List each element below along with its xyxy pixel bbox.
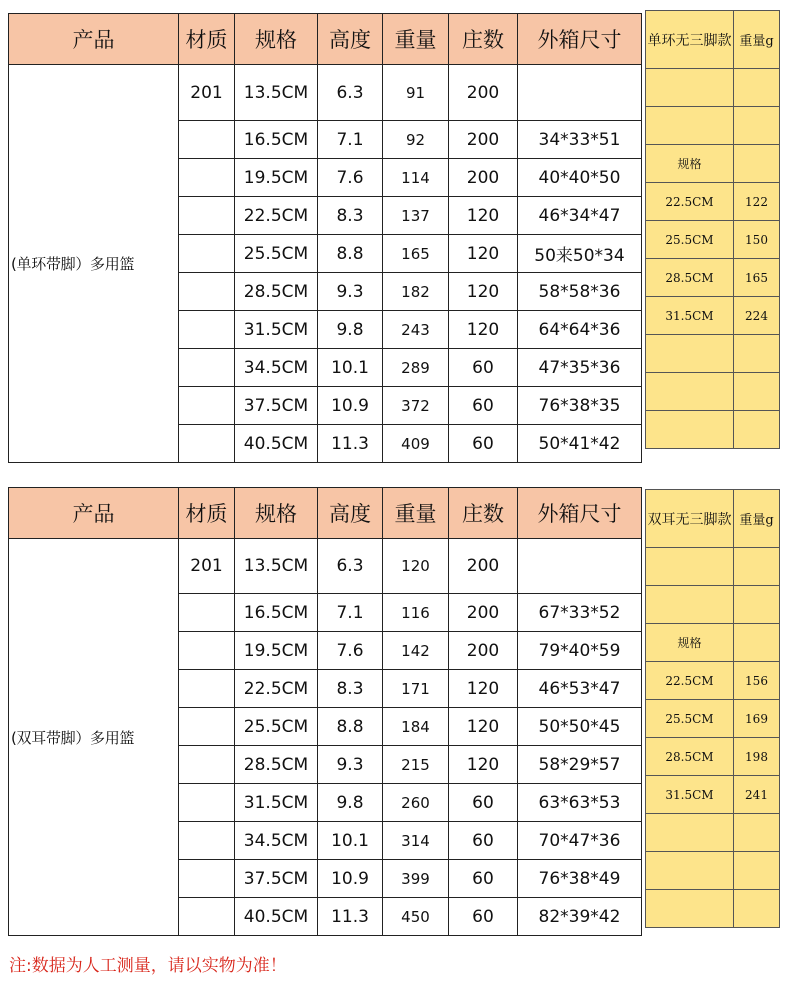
height-cell: 8.3 [318, 670, 383, 708]
side-header-style: 单环无三脚款 [646, 11, 734, 69]
side-row [646, 335, 780, 373]
box-size-cell: 64*64*36 [518, 311, 642, 349]
box-size-cell: 50*50*45 [518, 708, 642, 746]
box-size-cell: 58*58*36 [518, 273, 642, 311]
count-cell: 120 [449, 670, 518, 708]
header-box-size: 外箱尺寸 [518, 488, 642, 539]
side-table-single-ring-no-feet [645, 10, 780, 449]
weight-cell: 260 [383, 784, 449, 822]
header-count: 庄数 [449, 14, 518, 65]
height-cell: 8.8 [318, 708, 383, 746]
side-spec-cell: 28.5CM [646, 259, 734, 297]
count-cell: 120 [449, 273, 518, 311]
height-cell: 6.3 [318, 539, 383, 594]
side-weight-cell [734, 373, 780, 411]
height-cell: 9.8 [318, 784, 383, 822]
height-cell: 9.3 [318, 746, 383, 784]
side-weight-cell: 150 [734, 221, 780, 259]
side-row [646, 411, 780, 449]
side-spec-cell: 22.5CM [646, 183, 734, 221]
side-weight-cell [734, 586, 780, 624]
weight-cell: 399 [383, 860, 449, 898]
measurement-note: 注:数据为人工测量，请以实物为准！ [9, 956, 287, 976]
count-cell: 120 [449, 311, 518, 349]
side-weight-cell: 241 [734, 776, 780, 814]
spec-cell: 40.5CM [235, 898, 318, 936]
box-size-cell: 34*33*51 [518, 121, 642, 159]
header-height: 高度 [318, 14, 383, 65]
count-cell: 120 [449, 197, 518, 235]
count-cell: 60 [449, 860, 518, 898]
side-row [646, 738, 780, 776]
weight-cell: 182 [383, 273, 449, 311]
product-name-cell: (单环带脚）多用篮 [9, 65, 179, 463]
side-table-double-ear-no-feet [645, 489, 780, 928]
spec-cell: 25.5CM [235, 708, 318, 746]
weight-cell: 142 [383, 632, 449, 670]
side-row [646, 814, 780, 852]
side-weight-cell [734, 335, 780, 373]
weight-cell: 314 [383, 822, 449, 860]
table-header-row [9, 14, 642, 65]
count-cell: 60 [449, 822, 518, 860]
header-spec: 规格 [235, 488, 318, 539]
side-spec-cell: 25.5CM [646, 221, 734, 259]
side-spec-cell [646, 373, 734, 411]
material-cell [179, 632, 235, 670]
side-weight-cell [734, 890, 780, 928]
side-spec-cell [646, 852, 734, 890]
spec-table-single-ring [8, 13, 642, 463]
count-cell: 120 [449, 708, 518, 746]
spec-cell: 31.5CM [235, 311, 318, 349]
product-name-cell: (双耳带脚）多用篮 [9, 539, 179, 936]
weight-cell: 289 [383, 349, 449, 387]
count-cell: 60 [449, 784, 518, 822]
side-weight-cell [734, 852, 780, 890]
height-cell: 9.3 [318, 273, 383, 311]
side-weight-cell: 122 [734, 183, 780, 221]
count-cell: 200 [449, 539, 518, 594]
box-size-cell: 70*47*36 [518, 822, 642, 860]
count-cell: 200 [449, 159, 518, 197]
weight-cell: 120 [383, 539, 449, 594]
side-spec-cell: 25.5CM [646, 700, 734, 738]
side-weight-cell [734, 69, 780, 107]
spec-cell: 16.5CM [235, 594, 318, 632]
count-cell: 120 [449, 746, 518, 784]
side-row [646, 183, 780, 221]
material-cell [179, 784, 235, 822]
count-cell: 200 [449, 594, 518, 632]
count-cell: 120 [449, 235, 518, 273]
table-row [9, 65, 642, 121]
side-weight-cell [734, 548, 780, 586]
height-cell: 7.6 [318, 632, 383, 670]
side-spec-cell [646, 548, 734, 586]
material-cell [179, 708, 235, 746]
box-size-cell: 79*40*59 [518, 632, 642, 670]
header-spec: 规格 [235, 14, 318, 65]
weight-cell: 114 [383, 159, 449, 197]
side-spec-cell [646, 814, 734, 852]
height-cell: 10.9 [318, 860, 383, 898]
side-weight-cell: 198 [734, 738, 780, 776]
count-cell: 200 [449, 632, 518, 670]
side-spec-cell: 规格 [646, 145, 734, 183]
material-cell [179, 349, 235, 387]
count-cell: 60 [449, 387, 518, 425]
material-cell [179, 898, 235, 936]
header-box-size: 外箱尺寸 [518, 14, 642, 65]
header-product: 产品 [9, 14, 179, 65]
weight-cell: 372 [383, 387, 449, 425]
side-row [646, 586, 780, 624]
side-weight-cell [734, 814, 780, 852]
side-spec-cell [646, 69, 734, 107]
material-cell [179, 860, 235, 898]
spec-table-double-ear [8, 487, 642, 936]
side-weight-cell [734, 624, 780, 662]
material-cell [179, 594, 235, 632]
weight-cell: 116 [383, 594, 449, 632]
height-cell: 7.1 [318, 594, 383, 632]
count-cell: 60 [449, 898, 518, 936]
height-cell: 10.1 [318, 822, 383, 860]
material-cell [179, 822, 235, 860]
box-size-cell: 76*38*35 [518, 387, 642, 425]
weight-cell: 165 [383, 235, 449, 273]
side-row [646, 624, 780, 662]
side-header-style: 双耳无三脚款 [646, 490, 734, 548]
side-row [646, 776, 780, 814]
spec-cell: 34.5CM [235, 349, 318, 387]
box-size-cell: 46*53*47 [518, 670, 642, 708]
side-header-row [646, 11, 780, 69]
header-count: 庄数 [449, 488, 518, 539]
table-header-row [9, 488, 642, 539]
material-cell [179, 121, 235, 159]
box-size-cell: 67*33*52 [518, 594, 642, 632]
side-weight-cell: 224 [734, 297, 780, 335]
material-cell [179, 235, 235, 273]
side-row [646, 700, 780, 738]
box-size-cell: 50*41*42 [518, 425, 642, 463]
box-size-cell: 82*39*42 [518, 898, 642, 936]
count-cell: 200 [449, 121, 518, 159]
material-cell [179, 273, 235, 311]
header-weight: 重量 [383, 488, 449, 539]
material-cell: 201 [179, 539, 235, 594]
material-cell [179, 311, 235, 349]
height-cell: 11.3 [318, 425, 383, 463]
side-spec-cell [646, 586, 734, 624]
side-weight-cell: 165 [734, 259, 780, 297]
count-cell: 60 [449, 425, 518, 463]
height-cell: 10.1 [318, 349, 383, 387]
side-spec-cell [646, 335, 734, 373]
spec-cell: 28.5CM [235, 273, 318, 311]
side-spec-cell [646, 107, 734, 145]
height-cell: 7.6 [318, 159, 383, 197]
side-row [646, 69, 780, 107]
side-row [646, 221, 780, 259]
height-cell: 8.3 [318, 197, 383, 235]
box-size-cell [518, 539, 642, 594]
side-row [646, 548, 780, 586]
side-row [646, 107, 780, 145]
side-weight-cell [734, 145, 780, 183]
spec-cell: 37.5CM [235, 860, 318, 898]
side-row [646, 662, 780, 700]
side-spec-cell: 规格 [646, 624, 734, 662]
count-cell: 60 [449, 349, 518, 387]
height-cell: 7.1 [318, 121, 383, 159]
material-cell [179, 746, 235, 784]
spec-cell: 19.5CM [235, 159, 318, 197]
spec-cell: 22.5CM [235, 670, 318, 708]
weight-cell: 409 [383, 425, 449, 463]
side-row [646, 259, 780, 297]
side-row [646, 373, 780, 411]
side-header-weight: 重量g [734, 11, 780, 69]
header-product: 产品 [9, 488, 179, 539]
material-cell [179, 425, 235, 463]
side-spec-cell [646, 890, 734, 928]
weight-cell: 450 [383, 898, 449, 936]
header-material: 材质 [179, 14, 235, 65]
header-height: 高度 [318, 488, 383, 539]
weight-cell: 137 [383, 197, 449, 235]
side-header-row [646, 490, 780, 548]
box-size-cell: 50来50*34 [518, 235, 642, 273]
material-cell [179, 387, 235, 425]
height-cell: 6.3 [318, 65, 383, 121]
height-cell: 11.3 [318, 898, 383, 936]
material-cell: 201 [179, 65, 235, 121]
header-weight: 重量 [383, 14, 449, 65]
box-size-cell: 40*40*50 [518, 159, 642, 197]
spec-cell: 25.5CM [235, 235, 318, 273]
box-size-cell: 63*63*53 [518, 784, 642, 822]
side-weight-cell: 169 [734, 700, 780, 738]
spec-cell: 13.5CM [235, 65, 318, 121]
side-spec-cell: 28.5CM [646, 738, 734, 776]
spec-cell: 31.5CM [235, 784, 318, 822]
weight-cell: 171 [383, 670, 449, 708]
side-row [646, 297, 780, 335]
weight-cell: 92 [383, 121, 449, 159]
spec-cell: 19.5CM [235, 632, 318, 670]
table-row [9, 539, 642, 594]
side-row [646, 890, 780, 928]
spec-cell: 37.5CM [235, 387, 318, 425]
material-cell [179, 159, 235, 197]
side-header-weight: 重量g [734, 490, 780, 548]
box-size-cell: 76*38*49 [518, 860, 642, 898]
side-spec-cell: 31.5CM [646, 776, 734, 814]
box-size-cell: 58*29*57 [518, 746, 642, 784]
weight-cell: 91 [383, 65, 449, 121]
side-weight-cell [734, 411, 780, 449]
side-spec-cell: 22.5CM [646, 662, 734, 700]
count-cell: 200 [449, 65, 518, 121]
spec-cell: 40.5CM [235, 425, 318, 463]
side-row [646, 852, 780, 890]
spec-cell: 34.5CM [235, 822, 318, 860]
spec-cell: 22.5CM [235, 197, 318, 235]
weight-cell: 215 [383, 746, 449, 784]
weight-cell: 243 [383, 311, 449, 349]
header-material: 材质 [179, 488, 235, 539]
weight-cell: 184 [383, 708, 449, 746]
material-cell [179, 197, 235, 235]
spec-cell: 13.5CM [235, 539, 318, 594]
spec-cell: 28.5CM [235, 746, 318, 784]
side-spec-cell: 31.5CM [646, 297, 734, 335]
height-cell: 8.8 [318, 235, 383, 273]
side-weight-cell [734, 107, 780, 145]
box-size-cell: 46*34*47 [518, 197, 642, 235]
side-weight-cell: 156 [734, 662, 780, 700]
side-spec-cell [646, 411, 734, 449]
height-cell: 9.8 [318, 311, 383, 349]
spec-cell: 16.5CM [235, 121, 318, 159]
box-size-cell [518, 65, 642, 121]
material-cell [179, 670, 235, 708]
side-row [646, 145, 780, 183]
height-cell: 10.9 [318, 387, 383, 425]
box-size-cell: 47*35*36 [518, 349, 642, 387]
